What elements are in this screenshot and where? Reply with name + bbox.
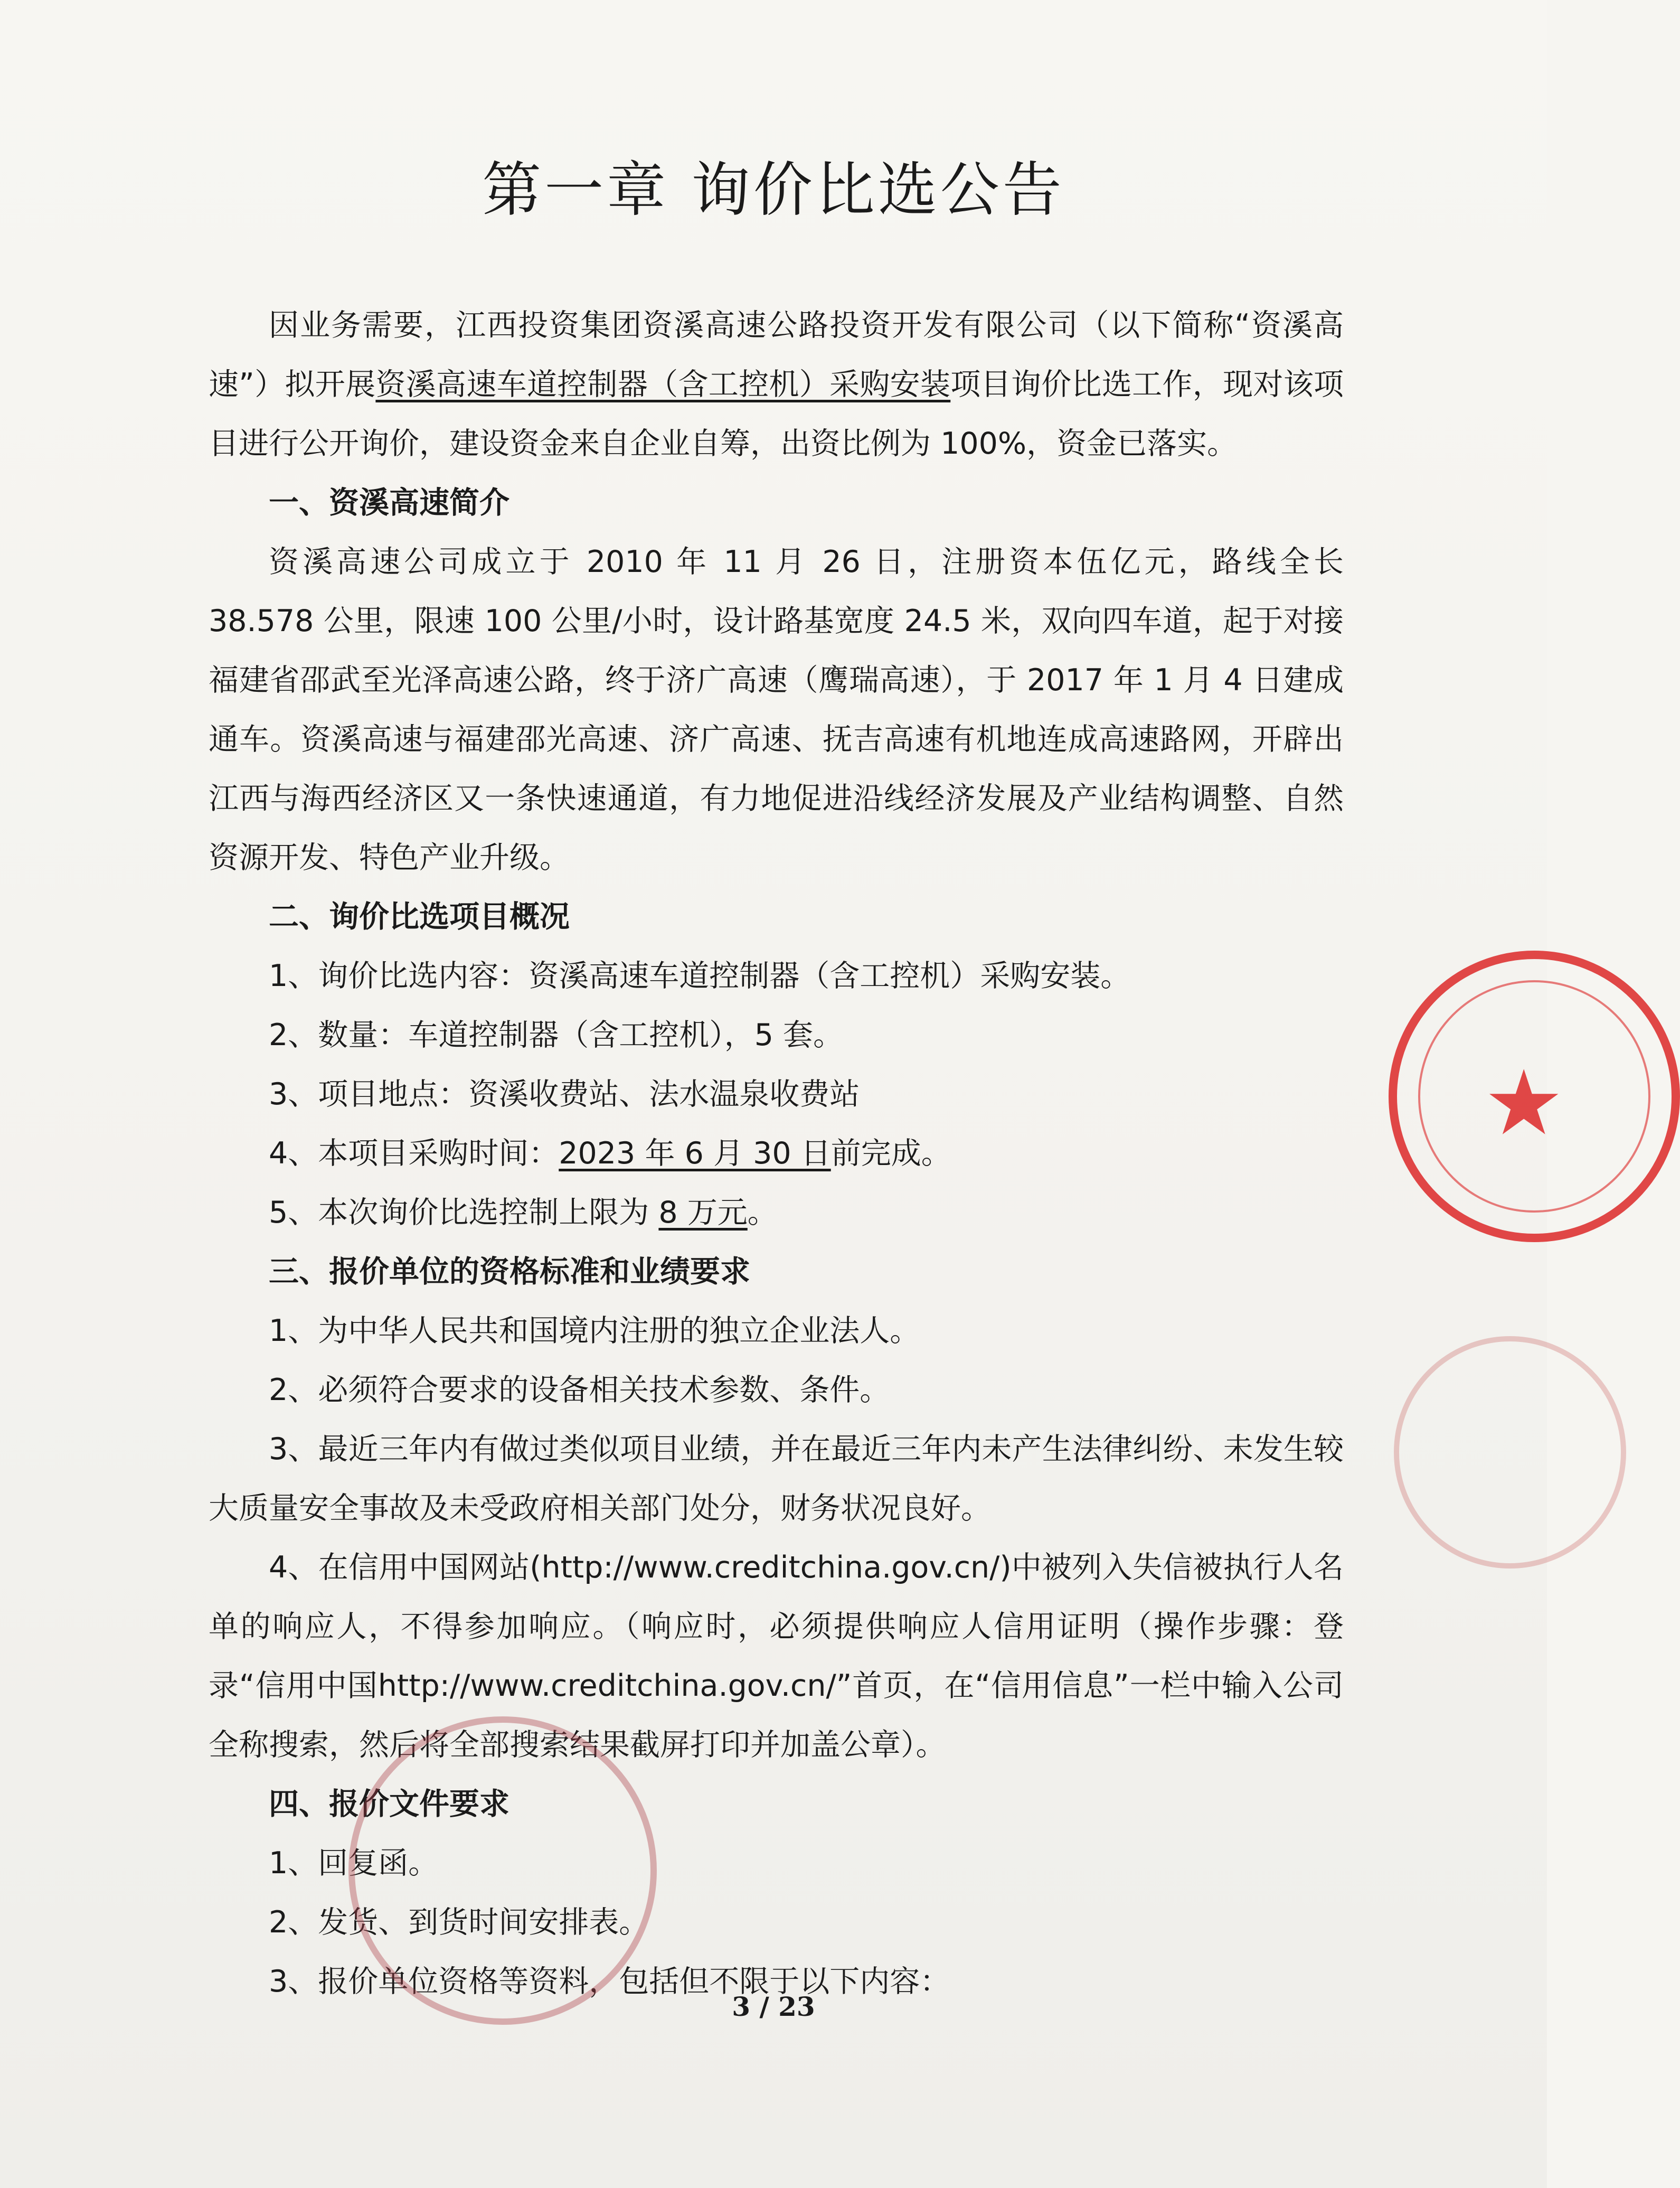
item-5-prefix: 5、本次询价比选控制上限为 <box>269 1195 659 1230</box>
section-3-item-4: 4、在信用中国网站(http://www.creditchina.gov.cn/)中被列入失信被执行人名单的响应人，不得参加响应。（响应时，必须提供响应人信用证明（操作步骤：登录“信用中国http://www.creditchina.gov.cn/”首页，在“信用信息”一栏中输入公司全称搜索，然后将全部搜索结果截屏打印并加盖公章）。 <box>209 1550 1344 1762</box>
intro-text-rest: 项目询价比选工作，现对该项目进行公开询价，建设资金来自企业自筹，出资比例为 100%，资金已落实。 <box>209 367 1344 461</box>
document-body <box>209 296 1344 2011</box>
item-4-prefix: 4、本项目采购时间： <box>269 1136 559 1171</box>
section-2-item-2: 2、数量：车道控制器（含工控机），5 套。 <box>269 1018 844 1053</box>
price-cap: 8 万元 <box>658 1195 748 1230</box>
section-2-item-4 <box>209 1124 1344 1183</box>
section-3-item-3: 3、最近三年内有做过类似项目业绩，并在最近三年内未产生法律纠纷、未发生较大质量安全事故及未受政府相关部门处分，财务状况良好。 <box>209 1432 1344 1526</box>
section-4-item-1: 1、回复函。 <box>269 1846 439 1881</box>
page-title: 第一章 询价比选公告 <box>482 156 1065 224</box>
section-2-heading: 二、询价比选项目概况 <box>269 899 570 934</box>
section-4-item-2: 2、发货、到货时间安排表。 <box>269 1905 649 1940</box>
faded-seal-stamp-lower <box>348 1716 657 2025</box>
item-4-suffix: 前完成。 <box>830 1136 951 1171</box>
section-1-paragraph: 资溪高速公司成立于 2010 年 11 月 26 日，注册资本伍亿元，路线全长 38.578 公里，限速 100 公里/小时，设计路基宽度 24.5 米，双向四车道，起于对接福建省邵武至光泽高速公路，终于济广高速（鹰瑞高速），于 2017 年 1 月 4 日建成通车。资溪高速与福建邵光高速、济广高速、抚吉高速有机地连成高速路网，开辟出江西与海西经济区又一条快速通道，有力地促进沿线经济发展及产业结构调整、自然资源开发、特色产业升级。 <box>209 544 1344 875</box>
section-1-heading: 一、资溪高速简介 <box>269 485 509 520</box>
purchase-deadline: 2023 年 6 月 30 日 <box>559 1136 831 1171</box>
item-5-suffix: 。 <box>747 1195 778 1230</box>
section-2-item-3: 3、项目地点：资溪收费站、法水温泉收费站 <box>269 1077 860 1112</box>
intro-text: 因业务需要，江西投资集团资溪高速公路投资开发有限公司（以下简称“资溪高速”）拟开展 <box>209 308 1344 402</box>
section-3-item-1: 1、为中华人民共和国境内注册的独立企业法人。 <box>269 1313 920 1348</box>
section-2-item-5 <box>209 1183 1344 1242</box>
section-2-item-1: 1、询价比选内容：资溪高速车道控制器（含工控机）采购安装。 <box>269 959 1131 993</box>
intro-paragraph <box>209 296 1344 473</box>
section-3-item-2: 2、必须符合要求的设备相关技术参数、条件。 <box>269 1373 890 1407</box>
section-3-heading: 三、报价单位的资格标准和业绩要求 <box>269 1254 750 1289</box>
section-4-item-3: 3、报价单位资格等资料，包括但不限于以下内容： <box>269 1964 950 1999</box>
faded-seal-stamp <box>1394 1336 1626 1569</box>
page-number: 3 / 23 <box>732 1991 815 2022</box>
section-4-heading: 四、报价文件要求 <box>269 1787 509 1821</box>
seal-star-icon: ★ <box>1484 1051 1564 1156</box>
intro-project-name: 资溪高速车道控制器（含工控机）采购安装 <box>375 367 951 402</box>
